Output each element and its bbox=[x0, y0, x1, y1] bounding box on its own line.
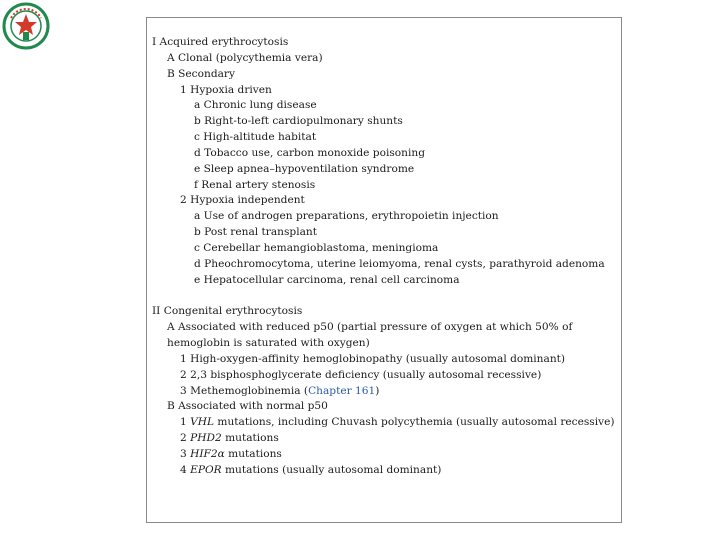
list-item: A Clonal (polycythemia vera) bbox=[167, 51, 323, 64]
list-item bbox=[152, 447, 615, 463]
item-text: mutations, including Chuvash polycythemia (usually autosomal recessive) bbox=[214, 416, 615, 429]
list-item: b Post renal transplant bbox=[194, 226, 317, 239]
document-page bbox=[146, 17, 622, 523]
list-item: e Sleep apnea–hypoventilation syndrome bbox=[194, 162, 415, 175]
item-text: 3 Methemoglobinemia ( bbox=[180, 384, 309, 397]
university-seal-logo bbox=[2, 2, 50, 50]
item-text: mutations (usually autosomal dominant) bbox=[221, 463, 442, 476]
item-number: 1 bbox=[180, 416, 191, 429]
list-item: a Chronic lung disease bbox=[194, 99, 317, 112]
list-item: B Secondary bbox=[167, 67, 235, 80]
spacer bbox=[152, 289, 615, 305]
university-seal-icon bbox=[2, 2, 50, 50]
list-item: c High-altitude habitat bbox=[194, 131, 317, 144]
list-item bbox=[152, 384, 615, 400]
list-item bbox=[152, 431, 615, 447]
gene-name: PHD2 bbox=[190, 432, 222, 445]
list-item: c Cerebellar hemangioblastoma, meningioma bbox=[194, 241, 439, 254]
list-item: 1 Hypoxia driven bbox=[180, 83, 272, 96]
item-number: 3 bbox=[180, 447, 191, 460]
list-item: B Associated with normal p50 bbox=[167, 400, 328, 413]
gene-name: EPOR bbox=[190, 463, 222, 476]
item-text: mutations bbox=[224, 447, 282, 460]
list-item: 2 Hypoxia independent bbox=[180, 194, 305, 207]
section-heading: II Congenital erythrocytosis bbox=[152, 305, 303, 318]
list-item: f Renal artery stenosis bbox=[194, 178, 316, 191]
list-item bbox=[152, 415, 615, 431]
gene-name: HIF2α bbox=[190, 447, 225, 460]
gene-name: VHL bbox=[190, 416, 215, 429]
section-heading: I Acquired erythrocytosis bbox=[152, 36, 289, 48]
list-item: b Right-to-left cardiopulmonary shunts bbox=[194, 115, 403, 128]
list-item: d Pheochromocytoma, uterine leiomyoma, renal cysts, parathyroid adenoma bbox=[194, 257, 605, 270]
list-item: a Use of androgen preparations, erythropoietin injection bbox=[194, 210, 499, 223]
item-text: ) bbox=[375, 384, 380, 397]
list-item: A Associated with reduced p50 (partial pressure of oxygen at which 50% of hemoglobin is saturated with oxygen) bbox=[167, 321, 573, 350]
item-number: 2 bbox=[180, 432, 191, 445]
item-text: mutations bbox=[221, 432, 279, 445]
list-item bbox=[152, 463, 615, 479]
document-content bbox=[152, 35, 615, 479]
list-item: 2 2,3 bisphosphoglycerate deficiency (usually autosomal recessive) bbox=[180, 368, 542, 381]
list-item: e Hepatocellular carcinoma, renal cell carcinoma bbox=[194, 273, 460, 286]
list-item: 1 High-oxygen-affinity hemoglobinopathy (usually autosomal dominant) bbox=[180, 352, 566, 365]
chapter-link[interactable]: Chapter 161 bbox=[308, 384, 376, 397]
list-item: d Tobacco use, carbon monoxide poisoning bbox=[194, 146, 425, 159]
item-number: 4 bbox=[180, 463, 191, 476]
